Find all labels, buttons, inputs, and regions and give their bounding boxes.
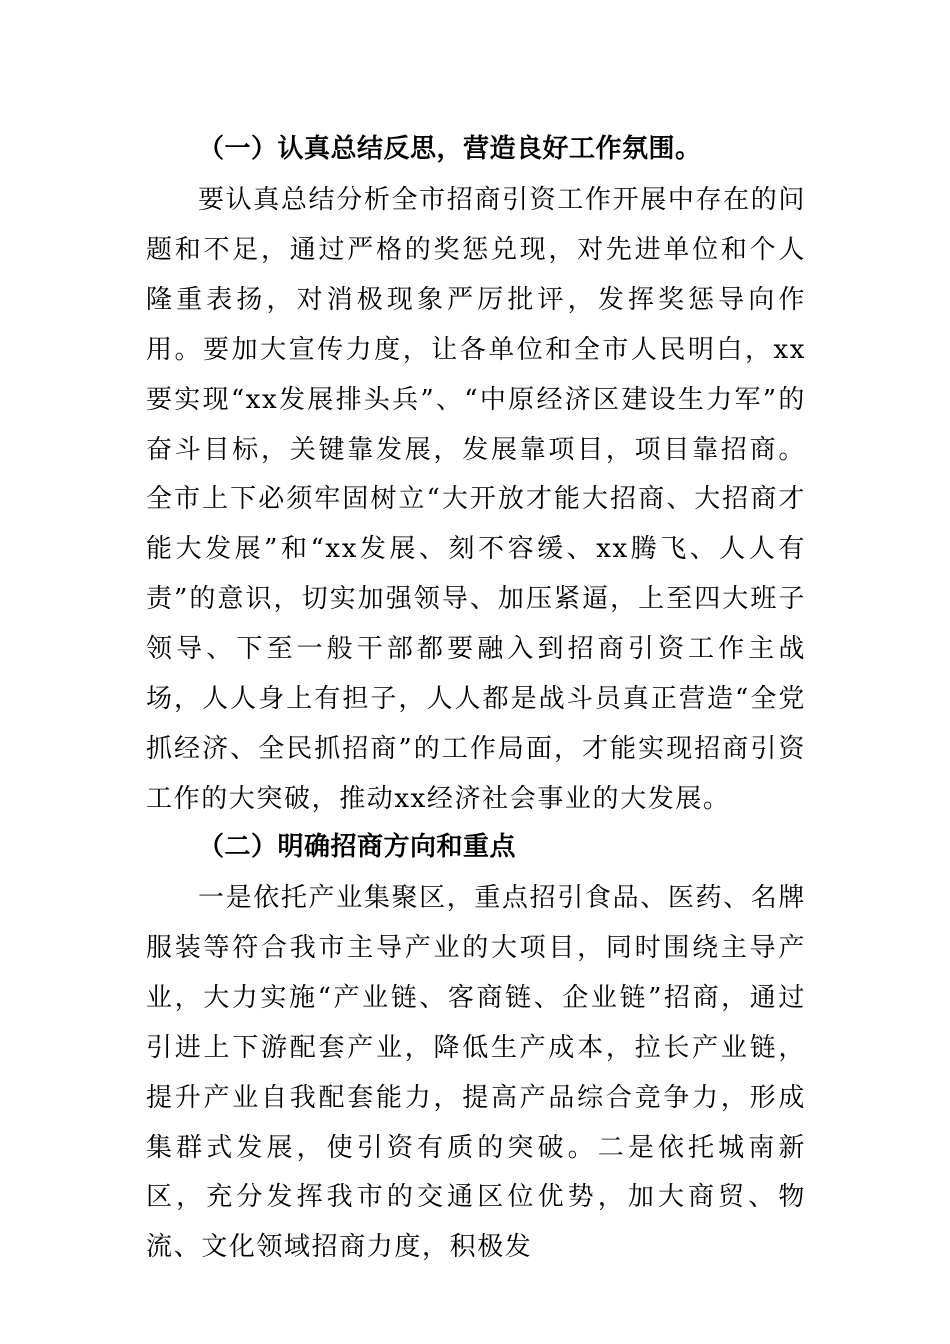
section-paragraph-1: 要认真总结分析全市招商引资工作开展中存在的问题和不足，通过严格的奖惩兑现，对先进单位和个人隆重表扬，对消极现象严厉批评，发挥奖惩导向作用。要加大宣传力度，让各单位和全市人民明白，xx要实现“xx发展排头兵”、“中原经济区建设生力军”的奋斗目标，关键靠发展，发展靠项目，项目靠招商。全市上下必须牢固树立“大开放才能大招商、大招商才能大发展”和“xx发展、刻不容缓、xx腾飞、人人有责”的意识，切实加强领导、加压紧逼，上至四大班子领导、下至一般干部都要融入到招商引资工作主战场，人人身上有担子，人人都是战斗员真正营造“全党抓经济、全民抓招商”的工作局面，才能实现招商引资工作的大突破，推动xx经济社会事业的大发展。 — [146, 185, 806, 814]
section-paragraph-2: 一是依托产业集聚区，重点招引食品、医药、名牌服装等符合我市主导产业的大项目，同时围绕主导产业，大力实施“产业链、客商链、企业链”招商，通过引进上下游配套产业，降低生产成本，拉长产业链，提升产业自我配套能力，提高产品综合竞争力，形成集群式发展，使引资有质的突破。二是依托城南新区，充分发挥我市的交通区位优势，加大商贸、物流、文化领域招商力度，积极发 — [146, 883, 806, 1263]
section-heading-1: （一）认真总结反思，营造良好工作氛围。 — [198, 134, 702, 164]
section-heading-2: （二）明确招商方向和重点 — [198, 832, 517, 862]
